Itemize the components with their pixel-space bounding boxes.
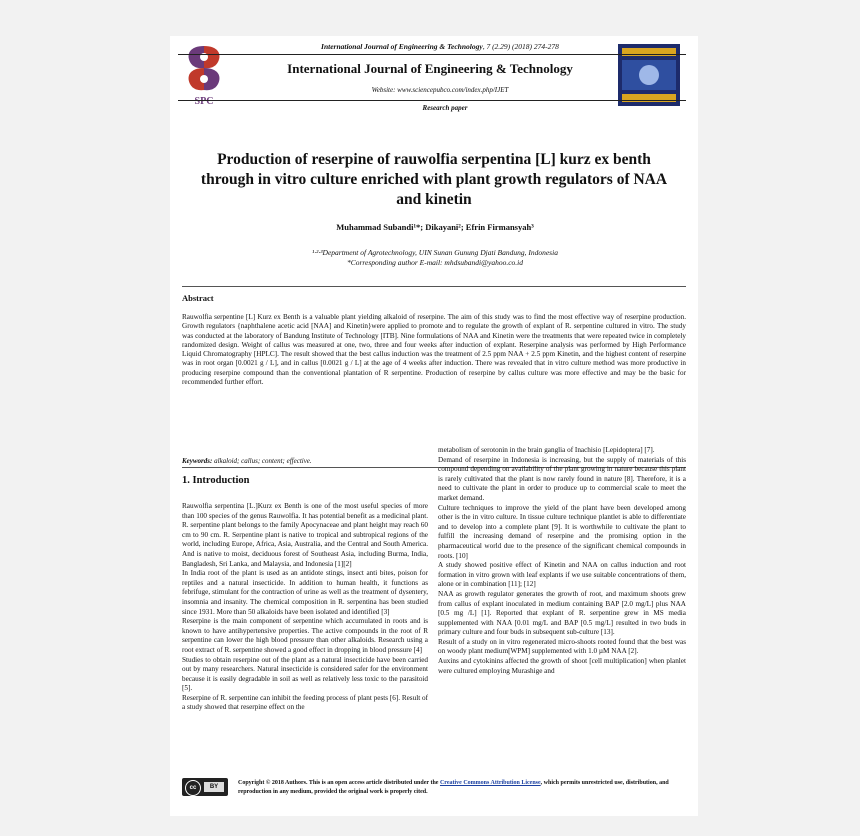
header-rule-top [178, 54, 686, 55]
body-paragraph: Rauwolfia serpentina [L.]Kurz ex Benth is one of the most useful species of more than 100 species of the genus Rauwolfia. It has potential benefit as a medicinal plant. R. serpentine plant belongs to the family Apocynaceae and plant height may reach 60 cm to 90 cm. R. Serpentine plant is native to tropical and subtropical regions of the world, including Europe, Africa, Asia, Australia, and the Central and South America. And is native to moist, deciduous forest of Southeast Asia, including Burma, India, Bangladesh, Sri Lanka, and Malaysia, and Indonesia [1][2] [182, 502, 428, 568]
author-list: Muhammad Subandi¹*; Dikayani²; Efrin Firmansyah³ [336, 222, 534, 232]
paper-type: Research paper [422, 104, 468, 112]
paper-page [170, 36, 698, 816]
right-column [438, 446, 686, 676]
copyright-footer [182, 776, 686, 806]
journal-reference-volume: , 7 (2.29) (2018) 274-278 [482, 42, 559, 51]
license-link[interactable]: Creative Commons Attribution License [439, 780, 541, 786]
cc-icon: cc [185, 780, 201, 796]
body-paragraph: Reserpine of R. serpentine can inhibit the feeding process of plant pests [6]. Result of a study showed that reserpine effect on the [182, 693, 428, 712]
body-paragraph: A study showed positive effect of Kinetin and NAA on callus induction and root formation in vitro grown with leaf explants if we use suitable concentrations of them, alone or in combination [11]; [12] [438, 561, 686, 589]
body-paragraph: Reserpine is the main component of serpentine which accumulated in roots and is known to have antihypertensive properties. The active compounds in the root of R serpentine can lower the high blood pressure than other alkaloids. Research using a root extract of R. serpentine showed a good effect in dropping in blood pressure [4] [182, 617, 428, 654]
journal-website: Website: www.sciencepubco.com/index.php/IJET [371, 86, 509, 94]
body-paragraph: Result of a study on in vitro regenerated micro-shoots rooted found that the best was on woody plant medium[WPM] supplemented with 1.0 µM NAA [2]. [438, 637, 686, 656]
body-paragraph: Culture techniques to improve the yield of the plant have been developed among other is the in vitro culture. In tissue culture technique plantlet is able to differentiate and to develop into a complete plant [9]. It is worthwhile to cultivate the plant to fulfill the increasing demand of reserpine and the promising option in the pharmaceutical world due to the presence of the significant chemical compounds in roots. [10] [438, 503, 686, 560]
keywords-line [182, 457, 312, 465]
copyright-text-end: , which permits unrestricted use, distribution, and reproduction in any medium, provided the original work is properly cited. [238, 780, 669, 795]
body-paragraph: metabolism of serotonin in the brain ganglia of Inachisio [Lepidoptera] [7]. [438, 446, 655, 454]
body-paragraph: In India root of the plant is used as an antidote stings, insect anti bites, poison for reptiles and a natural insecticide. In addition to human health, it functions as febrifuge, stimulant for the contraction of urine as well as the treatment of dysentery, insomnia and insanity. The chemical composition in R. serpentina has been studied since 1931. More than 50 alkaloids have been isolated and identified [3] [182, 569, 428, 616]
copyright-text-start: Copyright © 2018 Authors. This is an open access article distributed under the [238, 780, 440, 786]
spc-logo [180, 42, 228, 108]
affiliation-block [230, 248, 640, 268]
journal-reference-name: International Journal of Engineering & Technology [321, 42, 483, 51]
body-paragraph: Auxins and cytokinins affected the growth of shoot [cell multiplication] when planlet were cultured employing Murashige and [438, 657, 686, 675]
abstract-heading: Abstract [182, 293, 214, 303]
abstract-text: Rauwolfia serpentine [L] Kurz ex Benth is a valuable plant yielding alkaloid of reserpine. The aim of this study was to find the most effective way of reserpine production. Growth regulators {naphthalene acetic acid [NAA] and Kinetin}were applied to promote and to regulate the growth of explant of R. serpentine cultured in vitro. The study was conducted at the laboratory of Bandung Institute of Technology [ITB]. Nine formulations of NAA and Kinetin were the treatments that were repeated twice in completely randomized design. Weight of callus was measured at one, two, three and four weeks after induction of explant. Reserpine analysis was performed by High Performance Liquid Chromatography [HPLC]. The result showed that the best callus induction was the treatment of 2.5 ppm NAA + 2.5 ppm Kinetin, and the highest content of reserpine was in root organ [0.0021 g / L], and in callus [0.0021 g / L] at the age of 4 weeks after induction. There was revealed that in vitro culture method was more productive in producing reserpine compound than the conventional plantation of R serpentine. Production of reserpine by callus culture was more effective and may be the basic for recommended further effort. [182, 313, 686, 387]
keywords-list: alkaloid; callus; content; effective. [212, 457, 312, 465]
spc-logo-text: SPC [194, 96, 214, 107]
corresponding-author: *Corresponding author E-mail: mhdsubandi@yahoo.co.id [347, 258, 523, 267]
keywords-label: Keywords: [182, 457, 213, 465]
copyright-notice [238, 779, 686, 797]
body-paragraph: Demand of reserpine in Indonesia is increasing, but the supply of materials of this compound depending on availability of the plant growing in nature because this plant is rarely cultivated that the plant is now rarely found in nature [8]. Therefore, it is a need to cultivate the plant in order to produce up to commercial scale to meet the market demand. [438, 455, 686, 502]
body-paragraph: Studies to obtain reserpine out of the plant as a natural insecticide have been carried out by many researchers. Natural insecticide is considered safer for the environment because it is easily degradable in soil as well as relatively less toxic to the parasitoid [5]. [182, 655, 428, 693]
by-icon: BY [204, 782, 224, 792]
journal-reference [290, 42, 590, 51]
affiliation: ¹·²·³Department of Agrotechnology, UIN Sunan Gunung Djati Bandung, Indonesia [312, 248, 558, 257]
left-column [182, 476, 428, 713]
paper-title: Production of reserpine of rauwolfia serpentina [L] kurz ex benth through in vitro culture enriched with plant growth regulators of NAA and kinetin [200, 151, 668, 208]
header-rule-bottom [178, 100, 686, 101]
journal-title: International Journal of Engineering & Technology [287, 61, 573, 76]
cc-by-license-badge[interactable] [182, 778, 228, 796]
body-paragraph: NAA as growth regulator generates the growth of root, and maximum shoots grew from callus of explant inoculated in medium containing BAP [2.0 mg/L] plus NAA [0.5 mg /L] [1]. Reported that explant of R. serpentine grew in MS media supplemented with NAA [0.01 mg/L and BAP [0.5 mg/L] resulted in two buds in primary culture and four buds in subsequent sub-culture [13]. [438, 589, 686, 637]
section-heading-introduction: 1. Introduction [182, 475, 250, 486]
abstract-section [182, 286, 686, 468]
